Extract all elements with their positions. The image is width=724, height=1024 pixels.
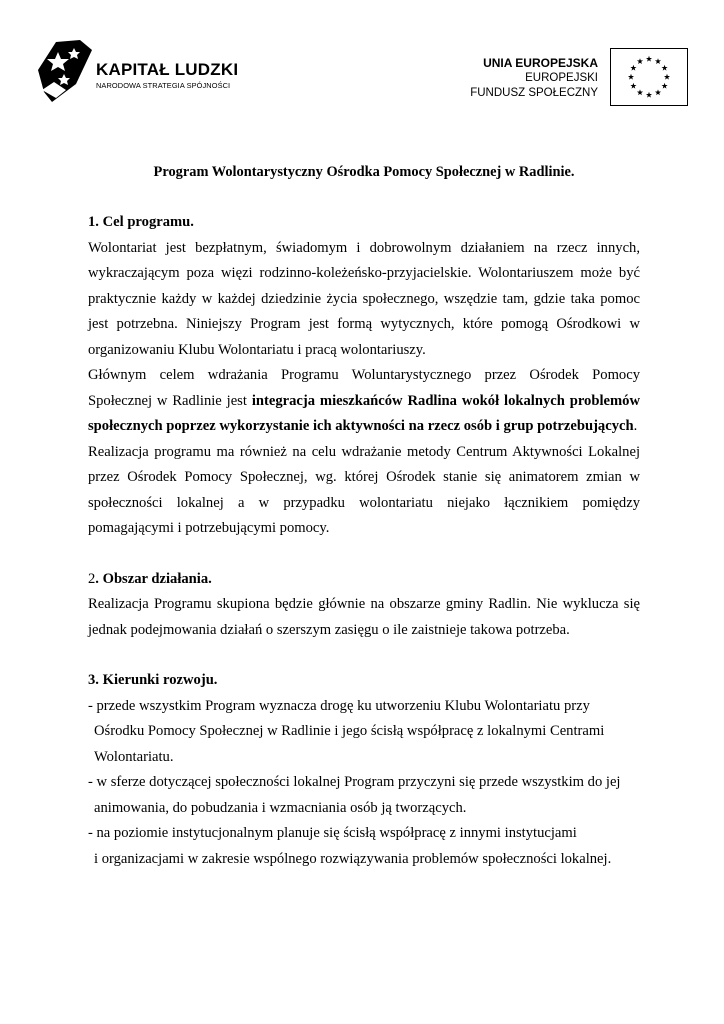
- logo-title: KAPITAŁ LUDZKI: [96, 60, 239, 79]
- eu-line-2: EUROPEJSKI: [525, 72, 598, 84]
- eu-star: [630, 83, 636, 89]
- eu-star: [655, 89, 661, 95]
- logo-subtitle: NARODOWA STRATEGIA SPÓJNOŚCI: [96, 81, 231, 90]
- eu-star: [628, 74, 634, 80]
- star-figure-icon: [36, 40, 94, 104]
- kapital-ludzki-logo: [36, 40, 266, 104]
- section-2-number: 2: [88, 570, 96, 587]
- section-2-paragraph-1: Realizacja Programu skupiona będzie głównie na obszarze gminy Radlin. Nie wyklucza się jednak podejmowania działań o szerszym zasięgu o ile zaistnieje takowa potrzeba.: [88, 596, 640, 638]
- list-item-first-line: - na poziomie instytucjonalnym planuje się ścisłą współpracę z innymi instytucjami: [88, 825, 577, 841]
- paragraph-2-bold: integracja mieszkańców Radlina wokół lokalnych problemów społecznych poprzez wykorzystanie ich aktywności na rzecz osób i grup potrzebujących: [88, 392, 640, 434]
- section-2-title: . Obszar działania.: [95, 570, 212, 587]
- list-item: [88, 770, 640, 821]
- document-title: Program Wolontarystyczny Ośrodka Pomocy Społecznej w Radlinie.: [153, 164, 575, 180]
- list-item-continuation: Ośrodku Pomocy Społecznej w Radlinie i jego ścisłą współpracę z lokalnymi Centrami: [94, 723, 605, 739]
- list-item-first-line: - przede wszystkim Program wyznacza drogę ku utworzeniu Klubu Wolontariatu przy: [88, 697, 590, 714]
- paragraph-2-start: Głównym celem wdrażania Programu Woluntarystycznego przez Ośrodek Pomocy Społecznej w Radlinie jest: [88, 367, 640, 409]
- section-3-heading: 3. Kierunki rozwoju.: [88, 672, 218, 688]
- document-body: [88, 160, 640, 872]
- list-item-first-line: - w sferze dotyczącej społeczności lokalnej Program przyczyni się przede wszystkim do jej: [88, 774, 621, 790]
- section-1-paragraph-1: Wolontariat jest bezpłatnym, świadomym i dobrowolnym działaniem na rzecz innych, wykraczającym poza więzi rodzinno-koleżeńsko-przyjacielskie. Wolontariuszem może być praktycznie każdy w każdej dziedzinie życia społecznego, wszędzie tam, gdzie taka pomoc jest potrzebna. Niniejszy Program jest formą wytycznych, które pomogą Ośrodkowi w organizowaniu Klubu Wolontariatu i pracą wolontariuszy.: [88, 239, 640, 358]
- eu-star: [662, 83, 668, 89]
- eu-star: [646, 92, 652, 98]
- eu-star: [630, 65, 636, 71]
- eu-line-1: UNIA EUROPEJSKA: [483, 56, 598, 70]
- list-item-continuation: animowania, do pobudzania i wzmacniania osób ją tworzących.: [94, 799, 467, 816]
- section-1-paragraph-2: [88, 363, 640, 440]
- eu-line-3: FUNDUSZ SPOŁECZNY: [470, 87, 598, 99]
- list-item: [88, 821, 640, 872]
- eu-star: [664, 74, 670, 80]
- eu-star: [662, 65, 668, 71]
- eu-logo-text: [470, 56, 598, 101]
- eu-star: [655, 58, 661, 64]
- eu-flag-icon: [610, 48, 688, 106]
- eu-star: [637, 89, 643, 95]
- paragraph-2-end: .: [633, 418, 638, 434]
- section-2-heading: [88, 567, 640, 593]
- eu-star: [646, 56, 652, 62]
- list-item-continuation: i organizacjami w zakresie wspólnego rozwiązywania problemów społeczności lokalnej.: [94, 850, 612, 867]
- eu-star: [637, 58, 643, 64]
- eu-efs-logo: [470, 44, 690, 106]
- section-1-paragraph-3: Realizacja programu ma również na celu wdrażanie metody Centrum Aktywności Lokalnej przez Ośrodek Pomocy Społecznej, wg. której Ośrodek stanie się animatorem zmian w społeczności lokalnej a w przypadku wolontariatu niejako łącznikiem pomiędzy pomagającymi i potrzebującymi pomocy.: [88, 443, 640, 536]
- list-item-continuation: Wolontariatu.: [94, 748, 174, 765]
- section-1-heading: 1. Cel programu.: [88, 214, 194, 230]
- list-item: [88, 694, 640, 771]
